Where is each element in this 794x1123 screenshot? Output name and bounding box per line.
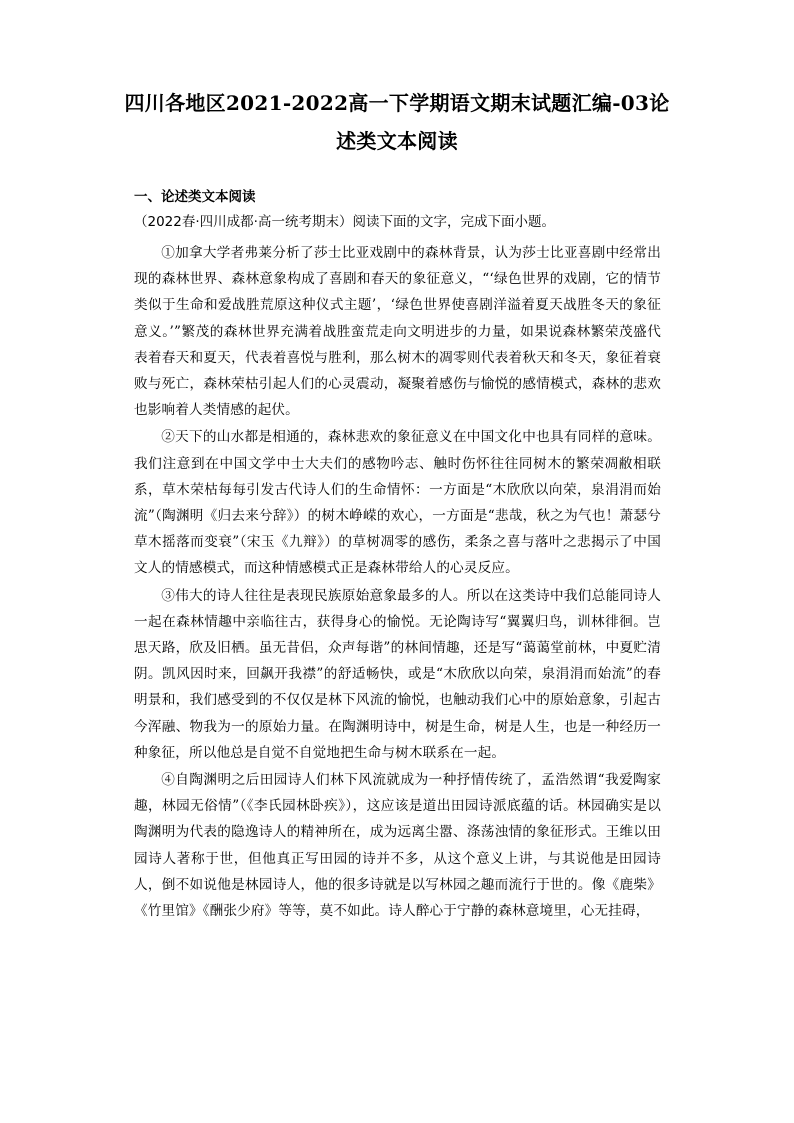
document-title xyxy=(110,84,684,160)
paragraph-3: ③伟大的诗人往往是表现民族原始意象最多的人。所以在这类诗中我们总能同诗人一起在森林情趣中亲临往古，获得身心的愉悦。无论陶诗写“翼翼归鸟，训林徘徊。岂思天路，欣及旧栖。虽无昔侣，众声每谐”的林间情趣，还是写“蔼蔼堂前林，中夏贮清阴。凯风因时来，回飙开我襟”的舒适畅快，或是“木欣欣以向荣，泉涓涓而始流”的春明景和，我们感受到的不仅仅是林下风流的愉悦，也触动我们心中的原始意象，引起古今浑融、物我为一的原始力量。在陶渊明诗中，树是生命，树是人生，也是一种经历一种象征，所以他总是自觉不自觉地把生命与树木联系在一起。 xyxy=(134,587,661,761)
question-source: （2022春·四川成都·高一统考期末）阅读下面的文字，完成下面小题。 xyxy=(134,214,555,230)
reading-passage xyxy=(134,240,661,925)
paragraph-2: ②天下的山水都是相通的，森林悲欢的象征意义在中国文化中也具有同样的意味。我们注意到在中国文学中士大夫们的感物吟志、触时伤怀往往同树木的繁荣凋敝相联系，草木荣枯每每引发古代诗人们的生命情怀：一方面是“木欣欣以向荣，泉涓涓而始流”（陶渊明《归去来兮辞》）的树木峥嵘的欢心，一方面是“悲哉，秋之为气也！萧瑟兮草木摇落而变衰”（宋玉《九辩》）的草树凋零的感伤，柔条之喜与落叶之悲揭示了中国文人的情感模式，而这种情感模式正是森林带给人的心灵反应。 xyxy=(134,429,661,577)
paragraph-1: ①加拿大学者弗莱分析了莎士比亚戏剧中的森林背景，认为莎士比亚喜剧中经常出现的森林世界、森林意象构成了喜剧和春天的象征意义，“‘绿色世界的戏剧，它的情节类似于生命和爱战胜荒原这种仪式主题’，‘绿色世界使喜剧洋溢着夏天战胜冬天的象征意义。’”繁茂的森林世界充满着战胜蛮荒走向文明进步的力量，如果说森林繁荣茂盛代表着春天和夏天，代表着喜悦与胜利，那么树木的凋零则代表着秋天和冬天，象征着衰败与死亡，森林荣枯引起人们的心灵震动，凝聚着感伤与愉悦的感情模式，森林的悲欢也影响着人类情感的起伏。 xyxy=(134,245,661,419)
paragraph-4: ④自陶渊明之后田园诗人们林下风流就成为一种抒情传统了，孟浩然谓“我爱陶家趣，林园无俗情”（《李氏园林卧疾》），这应该是道出田园诗派底蕴的话。林园确实是以陶渊明为代表的隐逸诗人的精神所在，成为远离尘嚣、涤荡浊情的象征形式。王维以田园诗人著称于世，但他真正写田园的诗并不多，从这个意义上讲，与其说他是田园诗人，倒不如说他是林园诗人，他的很多诗就是以写林园之趣而流行于世的。像《鹿柴》《竹里馆》《酬张少府》等等，莫不如此。诗人醉心于宁静的森林意境里，心无挂碍， xyxy=(134,772,661,920)
title-line-1: 四川各地区2021-2022高一下学期语文期末试题汇编-03论 xyxy=(124,91,670,115)
section-heading: 一、论述类文本阅读 xyxy=(134,189,256,205)
title-line-2: 述类文本阅读 xyxy=(336,129,458,153)
